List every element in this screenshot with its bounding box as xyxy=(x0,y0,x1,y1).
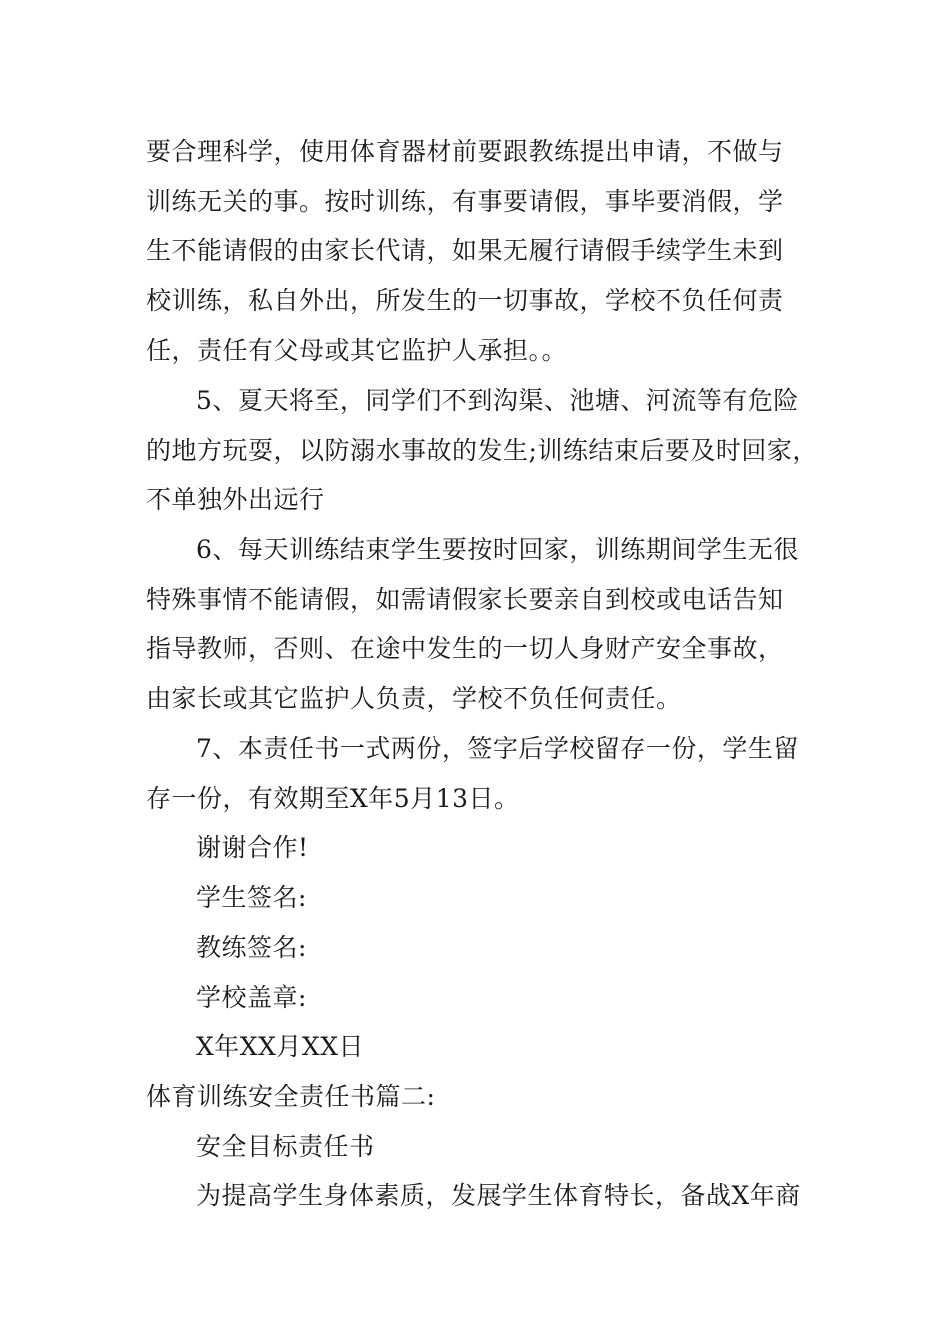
text-line: 的地方玩耍，以防溺水事故的发生;训练结束后要及时回家， xyxy=(146,436,818,465)
text-line: 生不能请假的由家长代请，如果无履行请假手续学生未到 xyxy=(146,236,784,265)
text-line: 特殊事情不能请假，如需请假家长要亲自到校或电话告知 xyxy=(146,585,784,614)
text-line: 训练无关的事。按时训练，有事要请假，事毕要消假，学 xyxy=(146,187,784,216)
text-line: 不单独外出远行 xyxy=(146,485,325,514)
date-line: X年XX月XX日 xyxy=(196,1032,364,1061)
student-signature-label: 学生签名: xyxy=(196,883,307,912)
coach-signature-label: 教练签名: xyxy=(196,933,307,962)
document-title: 安全目标责任书 xyxy=(196,1132,375,1161)
school-seal-label: 学校盖章: xyxy=(196,983,307,1012)
text-line: 要合理科学，使用体育器材前要跟教练提出申请，不做与 xyxy=(146,137,784,166)
text-line: 指导教师，否则、在途中发生的一切人身财产安全事故， xyxy=(146,634,784,663)
paragraph-start-line: 为提高学生身体素质，发展学生体育特长，备战X年商 xyxy=(196,1181,801,1210)
section-heading: 体育训练安全责任书篇二: xyxy=(146,1082,436,1111)
text-line: 校训练，私自外出，所发生的一切事故，学校不负任何责 xyxy=(146,286,784,315)
text-line: 由家长或其它监护人负责，学校不负任何责任。 xyxy=(146,684,682,713)
text-line: 任，责任有父母或其它监护人承担。。 xyxy=(146,336,568,365)
paragraph-start-line: 5、夏天将至，同学们不到沟渠、池塘、河流等有危险 xyxy=(196,386,799,415)
thanks-line: 谢谢合作! xyxy=(196,833,309,862)
text-line: 存一份，有效期至X年5月13日。 xyxy=(146,784,520,813)
paragraph-start-line: 6、每天训练结束学生要按时回家，训练期间学生无很 xyxy=(196,535,799,564)
paragraph-start-line: 7、本责任书一式两份，签字后学校留存一份，学生留 xyxy=(196,734,799,763)
